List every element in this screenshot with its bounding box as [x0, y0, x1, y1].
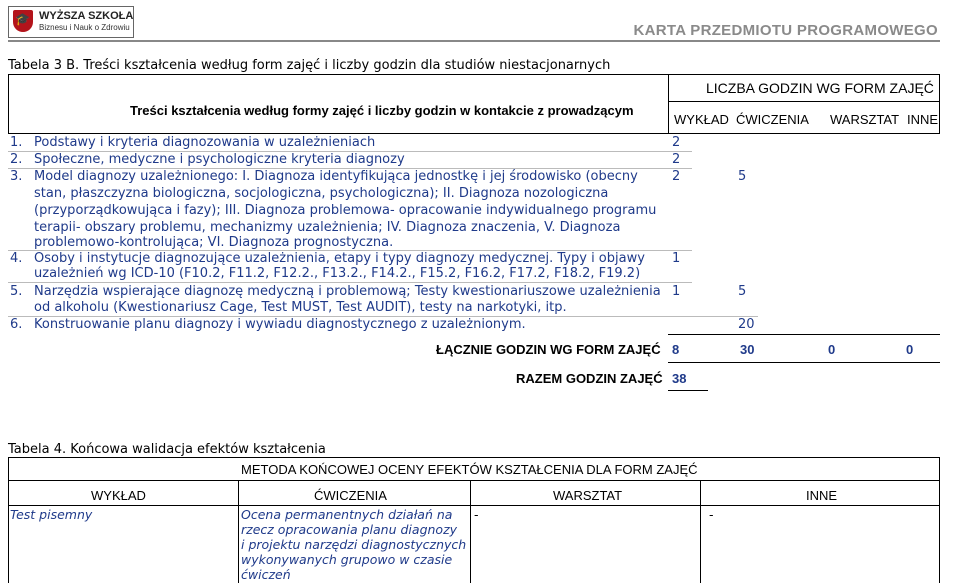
- col-warsztat: WARSZTAT: [830, 112, 900, 127]
- row1-text: Podstawy i kryteria diagnozowania w uzależnieniach: [34, 135, 376, 150]
- logo: [8, 6, 134, 38]
- logo-name: WYŻSZA SZKOŁA: [39, 10, 134, 22]
- table4-header: METODA KOŃCOWEJ OCENY EFEKTÓW KSZTAŁCENIA DLA FORM ZAJĘĆ: [241, 462, 698, 477]
- logo-shield-icon: [13, 10, 33, 32]
- col-wyklad: WYKŁAD: [674, 112, 729, 127]
- row3-cwiczenia: 5: [738, 169, 747, 184]
- row3-text-line5: problemowo-kontrolująca; VI. Diagnoza prognostyczna.: [34, 235, 394, 250]
- t4-cwiczenia-line1: Ocena permanentnych działań na: [241, 507, 453, 522]
- row3-text-line3: (przyporządkowująca i fazy); III. Diagnoza problemowa- opracowanie indywidualnego programu: [34, 203, 657, 218]
- row4-wyklad: 1: [672, 251, 681, 266]
- header-divider: [8, 40, 940, 42]
- row2-num: 2.: [10, 152, 23, 167]
- row6-num: 6.: [10, 317, 23, 332]
- col-cwiczenia: ĆWICZENIA: [736, 112, 809, 127]
- row4-text-line1: Osoby i instytucje diagnozujące uzależnienia, etapy i typy diagnozy medycznej. Typy i objawy: [34, 251, 645, 266]
- grand-total-value: 38: [672, 371, 687, 386]
- col-inne: INNE: [907, 112, 939, 127]
- row1-wyklad: 2: [672, 135, 681, 150]
- grand-total-label: RAZEM GODZIN ZAJĘĆ: [516, 371, 663, 386]
- content-column-header: Treści kształcenia według formy zajęć i liczby godzin w kontakcie z prowadzącym: [130, 103, 634, 118]
- row5-text-line1: Narzędzia wspierające diagnozę medyczną i problemową; Testy kwestionariuszowe uzależnienia: [34, 284, 661, 299]
- t4-cwiczenia-line3: i projektu narzędzi diagnostycznych: [241, 537, 467, 552]
- row4-num: 4.: [10, 251, 23, 266]
- total-wyklad: 8: [672, 342, 680, 357]
- row3-wyklad: 2: [672, 169, 681, 184]
- table3-top-border: [8, 74, 940, 75]
- table4-caption: Tabela 4. Końcowa walidacja efektów kształcenia: [8, 442, 326, 457]
- document-title: KARTA PRZEDMIOTU PROGRAMOWEGO: [633, 22, 938, 39]
- row3-text-line2: stan, płaszczyzna biologiczna, socjologiczna, psychologiczna); II. Diagnoza nozologiczna: [34, 186, 609, 201]
- row5-cwiczenia: 5: [738, 284, 747, 299]
- total-label: ŁĄCZNIE GODZIN WG FORM ZAJĘĆ: [436, 342, 661, 357]
- t4-warsztat-value: -: [474, 507, 479, 522]
- row6-cwiczenia: 20: [738, 317, 755, 332]
- t4-col-warsztat: WARSZTAT: [553, 488, 623, 503]
- t4-cwiczenia-line4: wykonywanych grupowo w czasie: [241, 552, 453, 567]
- row3-num: 3.: [10, 169, 23, 184]
- table3-caption: Tabela 3 B. Treści kształcenia według form zajęć i liczby godzin dla studiów niestacjonarnych: [8, 58, 611, 73]
- t4-col-cwiczenia: ĆWICZENIA: [314, 488, 387, 503]
- t4-col-inne: INNE: [806, 488, 838, 503]
- row5-wyklad: 1: [672, 284, 681, 299]
- t4-inne-value: -: [709, 507, 714, 522]
- hours-header: LICZBA GODZIN WG FORM ZAJĘĆ: [706, 80, 934, 96]
- row2-text: Społeczne, medyczne i psychologiczne kryteria diagnozy: [34, 152, 405, 167]
- row2-wyklad: 2: [672, 152, 681, 167]
- row3-text-line1: Model diagnozy uzależnionego: I. Diagnoza identyfikująca jednostkę i jej środowisko (obecny: [34, 169, 638, 184]
- row5-num: 5.: [10, 284, 23, 299]
- logo-subtitle: Biznesu i Nauk o Zdrowiu: [39, 23, 130, 32]
- row6-text: Konstruowanie planu diagnozy i wywiadu diagnostycznego z uzależnionym.: [34, 317, 526, 332]
- t4-cwiczenia-line2: rzecz opracowania planu diagnozy: [241, 522, 458, 537]
- row5-text-line2: od alkoholu (Kwestionariusz Cage, Test MUST, Test AUDIT), testy na narkotyki, itp.: [34, 300, 567, 315]
- t4-col-wyklad: WYKŁAD: [91, 488, 146, 503]
- total-cwiczenia: 30: [740, 342, 755, 357]
- t4-cwiczenia-line5: ćwiczeń: [241, 567, 291, 582]
- row1-num: 1.: [10, 135, 23, 150]
- row3-text-line4: terapii- obszary problemu, mechanizmy uzależnienia; IV. Diagnoza znaczenia, V. Diagnoza: [34, 220, 621, 235]
- total-warsztat: 0: [828, 342, 836, 357]
- t4-wyklad-value: Test pisemny: [10, 507, 93, 522]
- row4-text-line2: uzależnień wg ICD-10 (F10.2, F11.2, F12.2., F13.2., F14.2., F15.2, F16.2, F17.2, F18.2, F19.2): [34, 266, 641, 281]
- total-inne: 0: [906, 342, 914, 357]
